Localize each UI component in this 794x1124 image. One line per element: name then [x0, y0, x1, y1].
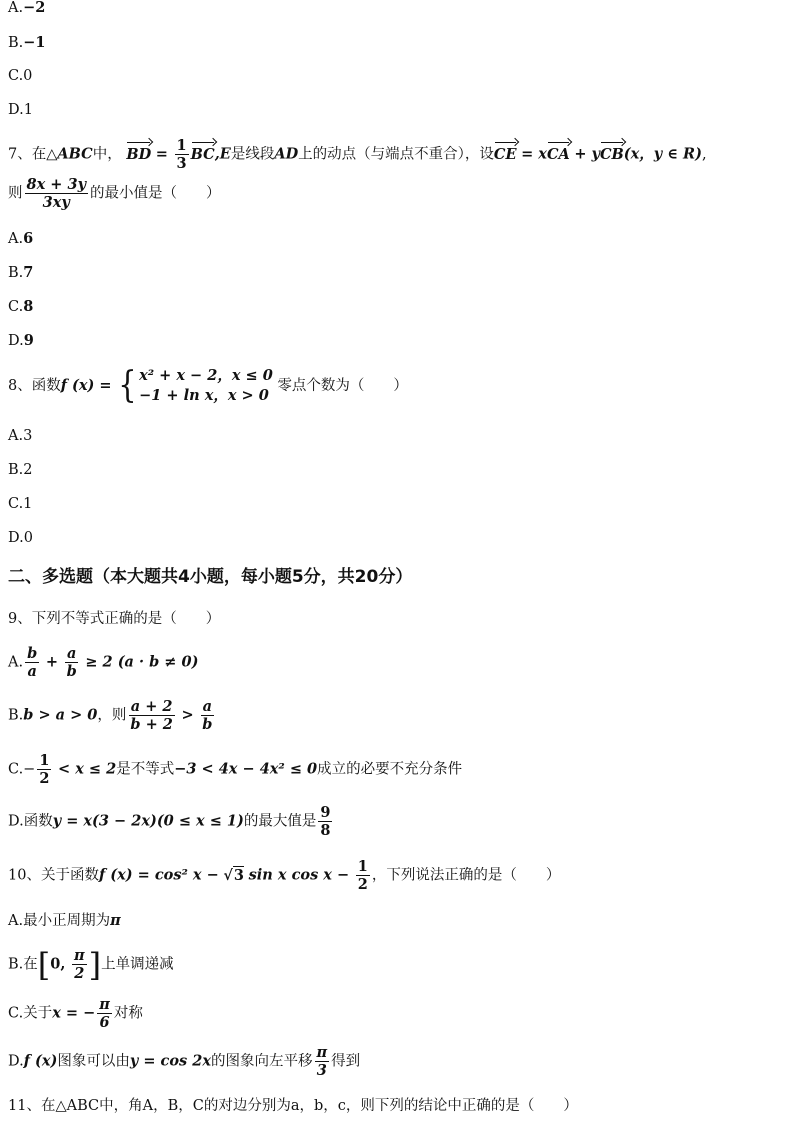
q10-option-c: C.关于x = − $\frac{\pi}{6}$ 对称	[8, 996, 143, 1031]
q7-option-a: A.6	[8, 230, 34, 247]
q8-option-a: A.3	[8, 428, 33, 444]
q10-option-b: B.在[0, $\frac{\pi}{2}$ ]上单调递减	[8, 945, 174, 984]
q9-option-b: B.b > a > 0，则 $\frac{a + 2}{b + 2}$ > $\frac{a}{b}$	[8, 698, 213, 733]
q9-option-c: C.− $\frac{1}{2}$ < x ≤ 2是不等式−3 < 4x − 4x² ≤ 0成立的必要不充分条件	[8, 752, 463, 787]
q10-option-d: D.f (x)图象可以由y = cos 2x的图象向左平移 $\frac{\pi}{3}$ 得到	[8, 1044, 361, 1079]
q8-cases: x² + x − 2，x ≤ 0 −1 + ln x，x > 0	[139, 367, 273, 404]
q10-option-a: A.最小正周期为π	[8, 912, 121, 929]
q8-option-d: D.0	[8, 530, 33, 546]
q9-stem: 9、下列不等式正确的是（ ）	[8, 611, 221, 627]
q7-fraction: $\frac{1}{3}$	[176, 137, 187, 172]
q7-option-b: B.7	[8, 264, 34, 281]
q7-expression: $\frac{8x + 3y}{3xy}$	[26, 176, 86, 211]
option-a-pre: A.−2	[8, 0, 46, 16]
option-b-pre: B.−1	[8, 34, 46, 51]
q8-brace: {	[118, 365, 137, 406]
q7-stem: 7、在△ABC中， BD = $\frac{1}{3}$ BC,E是线段AD上的动点（与端点不重合），设CE = xCA + yCB(x，y ∈ R),	[8, 137, 707, 172]
q7-stem-line2: 则 $\frac{8x + 3y}{3xy}$ 的最小值是（ ）	[8, 176, 221, 211]
q10-stem: 10、关于函数f (x) = cos² x − √3 sin x cos x − $\frac{1}{2}$ ，下列说法正确的是（ ）	[8, 858, 561, 893]
option-d-pre: D.1	[8, 102, 33, 118]
q11-stem: 11、在△ABC中，角A，B，C的对边分别为a，b，c，则下列的结论中正确的是（ ）	[8, 1098, 578, 1114]
option-c-pre: C.0	[8, 68, 33, 84]
section-heading: 二、多选题（本大题共4小题，每小题5分，共20分）	[8, 567, 413, 587]
q8-option-b: B.2	[8, 462, 33, 478]
q9-option-a: A. $\frac{b}{a}$ + $\frac{a}{b}$ ≥ 2 (a · b ≠ 0)	[8, 645, 199, 680]
q8-stem: 8、函数f (x) = { x² + x − 2，x ≤ 0 −1 + ln x，x > 0 零点个数为（ ）	[8, 365, 408, 406]
q9-option-d: D.函数y = x(3 − 2x)(0 ≤ x ≤ 1)的最大值是 $\frac{9}{8}$	[8, 804, 331, 839]
q7-option-d: D.9	[8, 332, 34, 349]
q7-option-c: C.8	[8, 298, 34, 315]
sqrt-symbol: √3	[223, 866, 244, 884]
q8-option-c: C.1	[8, 496, 33, 512]
